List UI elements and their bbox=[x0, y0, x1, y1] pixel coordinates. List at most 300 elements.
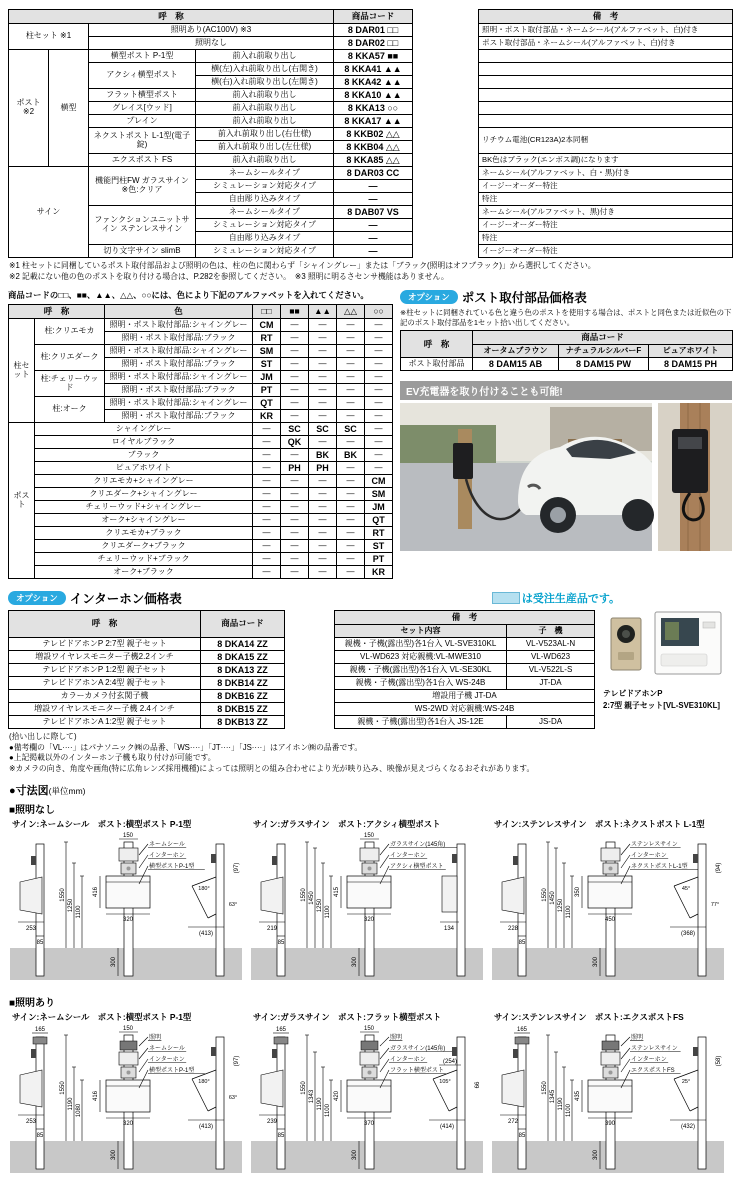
table-cell: チェリーウッド+シャイングレー bbox=[35, 501, 253, 514]
svg-text:インターホン: インターホン bbox=[631, 1057, 667, 1064]
table-cell: — bbox=[337, 436, 365, 449]
table-cell: — bbox=[309, 514, 337, 527]
svg-text:219: 219 bbox=[266, 926, 278, 933]
table-cell: — bbox=[365, 319, 393, 332]
table-cell: KR bbox=[365, 566, 393, 579]
svg-text:1250: 1250 bbox=[558, 898, 564, 913]
svg-text:フラット横型ポスト: フラット横型ポスト bbox=[390, 1068, 444, 1075]
table-cell: — bbox=[337, 410, 365, 423]
table-cell: ブラック bbox=[35, 449, 253, 462]
svg-text:105°: 105° bbox=[439, 1079, 451, 1086]
table-cell: 増設ワイヤレスモニター子機 2.4インチ bbox=[9, 703, 201, 716]
table-cell: 8 DAM15 PH bbox=[649, 358, 733, 371]
svg-text:300: 300 bbox=[111, 957, 117, 968]
table-header-cell: ピュアホワイト bbox=[649, 345, 733, 358]
table-header-cell: □□ bbox=[253, 305, 281, 319]
table-cell: 8 DAM15 PW bbox=[559, 358, 649, 371]
svg-text:370: 370 bbox=[363, 1121, 375, 1128]
table-cell: ST bbox=[365, 540, 393, 553]
svg-text:(97): (97) bbox=[234, 862, 240, 874]
svg-text:77°: 77° bbox=[710, 902, 720, 909]
svg-text:インターホン: インターホン bbox=[631, 853, 667, 860]
diagram-caption: サイン:ガラスサイン ポスト:アクシィ横型ポスト bbox=[253, 819, 441, 830]
dimensions-title-text: ●寸法図 bbox=[9, 785, 49, 798]
table-cell: クリエモカ+シャイングレー bbox=[35, 475, 253, 488]
table-cell: 機能門柱FW ガラスサイン ※色:クリア bbox=[89, 167, 196, 206]
svg-text:150: 150 bbox=[122, 833, 134, 840]
table-cell: — bbox=[337, 371, 365, 384]
gap-cell bbox=[413, 89, 479, 102]
table-cell: RT bbox=[253, 332, 281, 345]
table-cell: リチウム電池(CR123A)2本同梱 bbox=[479, 128, 733, 154]
table-cell: 8 KKA13 ○○ bbox=[334, 102, 413, 115]
table-cell: — bbox=[281, 553, 309, 566]
table-cell: 横(左)入れ前取り出し(右開き) bbox=[196, 63, 334, 76]
gap-cell bbox=[413, 180, 479, 193]
svg-text:85: 85 bbox=[518, 1133, 526, 1140]
table-cell: — bbox=[337, 553, 365, 566]
svg-text:134: 134 bbox=[443, 926, 455, 933]
gap-cell bbox=[413, 206, 479, 219]
diagram-section-label: ■照明あり bbox=[9, 998, 56, 1010]
svg-text:ネームシール: ネームシール bbox=[149, 842, 185, 849]
table-cell: ファンクションユニットサイン ステンレスサイン bbox=[89, 206, 196, 245]
table-header-cell: ■■ bbox=[281, 305, 309, 319]
table-cell: — bbox=[253, 540, 281, 553]
svg-text:300: 300 bbox=[593, 957, 599, 968]
table-cell: — bbox=[334, 180, 413, 193]
diagram-drawing bbox=[490, 1023, 726, 1179]
table-cell: SM bbox=[253, 345, 281, 358]
svg-text:63°: 63° bbox=[228, 902, 238, 909]
table-cell: クリエダーク+シャイングレー bbox=[35, 488, 253, 501]
table-cell: — bbox=[337, 488, 365, 501]
intercom-photo-block bbox=[603, 610, 732, 729]
svg-text:ガラスサイン(145角): ガラスサイン(145角) bbox=[390, 1046, 446, 1053]
table-cell: 柱:クリエモカ bbox=[35, 319, 105, 345]
footnote-2: ※2 記載にない他の色のポストを取り付ける場合は、P.282を参照してください。 ※3 照明に明るさセンサ機能はありません。 bbox=[9, 271, 449, 281]
svg-text:1550: 1550 bbox=[542, 888, 548, 902]
intercom-photo-caption-line1: テレビドアホンP bbox=[603, 689, 663, 699]
table-cell: アクシィ横型ポスト bbox=[89, 63, 196, 89]
svg-text:(413): (413) bbox=[198, 931, 214, 938]
svg-text:1190: 1190 bbox=[558, 1097, 564, 1111]
gap-cell bbox=[285, 716, 335, 729]
gap-cell bbox=[413, 193, 479, 206]
svg-text:25°: 25° bbox=[681, 1079, 691, 1086]
table-cell: — bbox=[281, 566, 309, 579]
table-cell: ポスト bbox=[9, 423, 35, 579]
svg-text:横型ポストP-1型: 横型ポストP-1型 bbox=[149, 864, 195, 871]
table-cell: VL-WD623 bbox=[507, 651, 595, 664]
table-cell: 照明・ポスト取付部品:シャイングレー bbox=[105, 397, 253, 410]
svg-text:165: 165 bbox=[275, 1027, 287, 1034]
table-cell bbox=[479, 115, 733, 128]
table-cell: 8 DAR01 □□ bbox=[334, 24, 413, 37]
diagram-drawing bbox=[249, 830, 485, 986]
table-cell: — bbox=[253, 462, 281, 475]
table-cell: 8 DAR02 □□ bbox=[334, 37, 413, 50]
table-cell: — bbox=[309, 540, 337, 553]
table-cell: シミュレーション対応タイプ bbox=[196, 219, 334, 232]
table-cell: 特注 bbox=[479, 232, 733, 245]
table-header-cell: 備 考 bbox=[479, 10, 733, 24]
gap-cell bbox=[413, 141, 479, 154]
gap-cell bbox=[285, 690, 335, 703]
table-cell: WS-2WD 対応親機:WS-24B bbox=[335, 703, 595, 716]
table-cell: RT bbox=[365, 527, 393, 540]
table-header-cell: 備 考 bbox=[335, 611, 595, 625]
table-header-cell: △△ bbox=[337, 305, 365, 319]
svg-text:85: 85 bbox=[518, 940, 526, 947]
table-cell: — bbox=[309, 436, 337, 449]
ev-photo bbox=[400, 403, 652, 551]
table-cell: — bbox=[365, 410, 393, 423]
table-cell: 照明・ポスト取付部品:ブラック bbox=[105, 410, 253, 423]
table-cell: 8 KKA85 △△ bbox=[334, 154, 413, 167]
table-cell: ロイヤルブラック bbox=[35, 436, 253, 449]
svg-text:1550: 1550 bbox=[60, 888, 66, 902]
table-cell: CM bbox=[365, 475, 393, 488]
dimension-diagrams bbox=[8, 801, 732, 1184]
table-cell: — bbox=[253, 488, 281, 501]
table-cell: 前入れ前取り出し bbox=[196, 154, 334, 167]
table-cell: 柱:オーク bbox=[35, 397, 105, 423]
table-cell: — bbox=[337, 462, 365, 475]
svg-text:照明: 照明 bbox=[631, 1035, 644, 1042]
table-cell: — bbox=[309, 501, 337, 514]
table-cell: ポスト取付部品・ネームシール(アルファベット、白)付き bbox=[479, 37, 733, 50]
dimensions-title bbox=[9, 782, 732, 798]
table-cell: — bbox=[365, 423, 393, 436]
table-cell: ST bbox=[253, 358, 281, 371]
table-cell: ネームシール(アルファベット、黒)付き bbox=[479, 206, 733, 219]
table-cell: テレビドアホンA 2:4型 親子セット bbox=[9, 677, 201, 690]
gap-cell bbox=[413, 154, 479, 167]
table-cell: 親機・子機(露出型)各1台入 VL-SVE310KL bbox=[335, 638, 507, 651]
table-cell: イージーオーダー特注 bbox=[479, 245, 733, 258]
gap-cell bbox=[413, 232, 479, 245]
table-cell: — bbox=[365, 384, 393, 397]
table-cell: 8 DKB15 ZZ bbox=[201, 703, 285, 716]
svg-text:インターホン: インターホン bbox=[149, 1057, 185, 1064]
table-cell: — bbox=[253, 475, 281, 488]
dimension-diagram bbox=[249, 817, 490, 991]
table-cell: — bbox=[337, 397, 365, 410]
svg-text:150: 150 bbox=[122, 1026, 134, 1033]
intercom-note-0: (拾い出しに際して) bbox=[9, 732, 77, 742]
table-cell: — bbox=[281, 410, 309, 423]
table-cell: フラット横型ポスト bbox=[89, 89, 196, 102]
svg-text:(94): (94) bbox=[716, 862, 722, 874]
table-cell: — bbox=[337, 540, 365, 553]
table-cell: — bbox=[309, 397, 337, 410]
svg-text:180°: 180° bbox=[198, 886, 210, 893]
table-cell: — bbox=[281, 527, 309, 540]
table-cell: 柱:クリエダーク bbox=[35, 345, 105, 371]
table-cell: 柱:チェリーウッド bbox=[35, 371, 105, 397]
diagram-drawing bbox=[490, 830, 726, 986]
gap-cell bbox=[413, 76, 479, 89]
svg-text:85: 85 bbox=[277, 1133, 285, 1140]
table-cell: イージーオーダー特注 bbox=[479, 219, 733, 232]
svg-text:150: 150 bbox=[363, 1026, 375, 1033]
intercom-note-2: ●上記掲載以外のインターホン子機も取り付けが可能です。 bbox=[9, 753, 216, 763]
table-cell: 8 KKB02 △△ bbox=[334, 128, 413, 141]
svg-text:1550: 1550 bbox=[301, 1081, 307, 1095]
table-header-cell: 呼 称 bbox=[9, 611, 201, 638]
table-cell: — bbox=[334, 193, 413, 206]
svg-text:253: 253 bbox=[25, 1119, 37, 1126]
table-cell: — bbox=[337, 358, 365, 371]
svg-text:照明: 照明 bbox=[149, 1035, 162, 1042]
intercom-photo-caption-line2: 2:7型 親子セット[VL-SVE310KL] bbox=[603, 700, 720, 710]
svg-text:インターホン: インターホン bbox=[149, 853, 185, 860]
table-cell: — bbox=[337, 501, 365, 514]
table-cell: PT bbox=[365, 553, 393, 566]
intercom-photo bbox=[603, 610, 729, 682]
table-header-cell: ▲▲ bbox=[309, 305, 337, 319]
table-cell: BK bbox=[309, 449, 337, 462]
post-mounting-parts-table bbox=[400, 330, 733, 371]
svg-text:ステンレスサイン: ステンレスサイン bbox=[631, 1046, 678, 1053]
gap-cell bbox=[413, 102, 479, 115]
table-cell: — bbox=[309, 410, 337, 423]
svg-text:300: 300 bbox=[352, 957, 358, 968]
svg-text:320: 320 bbox=[122, 1121, 134, 1128]
svg-text:1190: 1190 bbox=[68, 1097, 74, 1111]
svg-text:390: 390 bbox=[604, 1121, 616, 1128]
table-header-cell: 色 bbox=[105, 305, 253, 319]
table-cell: 親機・子機(露出型)各1台入 JS-12E bbox=[335, 716, 507, 729]
ev-banner: EV充電器を取り付けることも可能! bbox=[400, 381, 732, 400]
table-cell: テレビドアホンP 1:2型 親子セット bbox=[9, 664, 201, 677]
table-cell: テレビドアホンA 1:2型 親子セット bbox=[9, 716, 201, 729]
table-cell: — bbox=[337, 319, 365, 332]
table-cell: 照明・ポスト取付部品:ブラック bbox=[105, 332, 253, 345]
table-cell: — bbox=[281, 449, 309, 462]
table-cell: — bbox=[253, 449, 281, 462]
intercom-note-1: ●備考欄の「VL····」はパナソニック㈱の品番、「WS····」「JT····」「JS····」はアイホン㈱の品番です。 bbox=[9, 742, 363, 752]
gap-cell bbox=[413, 219, 479, 232]
svg-text:85: 85 bbox=[36, 1133, 44, 1140]
table-cell: — bbox=[309, 345, 337, 358]
gap-cell bbox=[285, 664, 335, 677]
table-cell: — bbox=[281, 345, 309, 358]
table-cell: イージーオーダー特注 bbox=[479, 180, 733, 193]
option-parts-title: ポスト取付部品価格表 bbox=[461, 291, 587, 306]
table-cell: オーク+シャイングレー bbox=[35, 514, 253, 527]
svg-text:320: 320 bbox=[363, 917, 375, 924]
table-cell: — bbox=[365, 449, 393, 462]
table-cell: PH bbox=[309, 462, 337, 475]
diagram-caption: サイン:ステンレスサイン ポスト:ネクストポスト L-1型 bbox=[494, 819, 705, 830]
option-parts-section bbox=[400, 288, 732, 579]
table-cell: — bbox=[309, 553, 337, 566]
table-header-cell: オータムブラウン bbox=[473, 345, 559, 358]
svg-text:300: 300 bbox=[352, 1150, 358, 1161]
table-header-cell: 呼 称 bbox=[9, 10, 334, 24]
svg-text:228: 228 bbox=[507, 926, 519, 933]
svg-text:1450: 1450 bbox=[550, 891, 556, 905]
table-cell: JT-DA bbox=[507, 677, 595, 690]
svg-text:1550: 1550 bbox=[301, 888, 307, 902]
table-cell: 横(右)入れ前取り出し(左開き) bbox=[196, 76, 334, 89]
table-cell: — bbox=[365, 397, 393, 410]
svg-text:415: 415 bbox=[334, 887, 340, 898]
table-cell: — bbox=[281, 358, 309, 371]
table-header-cell: ナチュラルシルバーF bbox=[559, 345, 649, 358]
table-cell: — bbox=[334, 232, 413, 245]
svg-text:(413): (413) bbox=[198, 1124, 214, 1131]
table-cell: 8 KKA41 ▲▲ bbox=[334, 63, 413, 76]
table-header-cell: セット内容 bbox=[335, 625, 507, 638]
table-cell: オーク+ブラック bbox=[35, 566, 253, 579]
dimension-diagram bbox=[490, 1010, 731, 1184]
table-cell: 照明・ポスト取付部品:シャイングレー bbox=[105, 345, 253, 358]
table-cell: VL-V522L-S bbox=[507, 664, 595, 677]
table-cell: VL-WD623 対応親機:VL-MWE310 bbox=[335, 651, 507, 664]
svg-text:85: 85 bbox=[36, 940, 44, 947]
svg-text:85: 85 bbox=[277, 940, 285, 947]
table-cell: サイン bbox=[9, 167, 89, 258]
table-cell: エクスポスト FS bbox=[89, 154, 196, 167]
table-cell: — bbox=[281, 332, 309, 345]
table-cell: 8 DKA14 ZZ bbox=[201, 638, 285, 651]
gap-cell bbox=[285, 677, 335, 690]
table-cell: 横型ポスト P-1型 bbox=[89, 50, 196, 63]
gap-cell bbox=[413, 128, 479, 141]
svg-text:66: 66 bbox=[475, 1081, 481, 1089]
table-cell: — bbox=[281, 501, 309, 514]
svg-text:1190: 1190 bbox=[317, 1097, 323, 1111]
svg-text:(368): (368) bbox=[680, 931, 696, 938]
svg-text:(432): (432) bbox=[680, 1124, 696, 1131]
table-cell: 前入れ前取り出し bbox=[196, 89, 334, 102]
table-cell: SM bbox=[365, 488, 393, 501]
table-cell: JM bbox=[253, 371, 281, 384]
svg-text:45°: 45° bbox=[681, 886, 691, 893]
svg-text:ステンレスサイン: ステンレスサイン bbox=[631, 842, 678, 849]
svg-text:150: 150 bbox=[363, 833, 375, 840]
table-cell: ネームシール(アルファベット、白・黒)付き bbox=[479, 167, 733, 180]
table-cell: — bbox=[309, 475, 337, 488]
table-cell: 横型 bbox=[49, 50, 89, 167]
table-cell: SC bbox=[309, 423, 337, 436]
dimension-diagram bbox=[8, 817, 249, 991]
table-cell: — bbox=[281, 540, 309, 553]
svg-text:300: 300 bbox=[593, 1150, 599, 1161]
diagram-row bbox=[8, 817, 732, 991]
diagram-caption: サイン:ガラスサイン ポスト:フラット横型ポスト bbox=[253, 1012, 442, 1023]
svg-text:1343: 1343 bbox=[309, 1089, 315, 1104]
color-table-title: 商品コードの□□、■■、▲▲、△△、○○には、色により下記のアルファベットを入れてください。 bbox=[8, 290, 369, 301]
table-cell bbox=[479, 50, 733, 63]
table-cell: シャイングレー bbox=[35, 423, 253, 436]
intercom-note-3: ※カメラの向き、角度や画角(特に広角レンズ採用機種)によっては照明との組み合わせにより光が映り込み、映像が見えづらくなるおそれがあります。 bbox=[9, 763, 535, 773]
table-header-cell: 商品コード bbox=[334, 10, 413, 24]
svg-text:照明: 照明 bbox=[390, 1035, 403, 1042]
table-header-cell: 呼 称 bbox=[401, 331, 473, 358]
table-cell: 8 DAB07 VS bbox=[334, 206, 413, 219]
gap-cell bbox=[413, 167, 479, 180]
table-cell: — bbox=[337, 514, 365, 527]
table-cell: — bbox=[281, 397, 309, 410]
gap-cell bbox=[285, 638, 335, 651]
table-cell: JM bbox=[365, 501, 393, 514]
intercom-price-table bbox=[8, 610, 595, 729]
table-cell: クリエモカ+ブラック bbox=[35, 527, 253, 540]
table-cell: 前入れ前取り出し bbox=[196, 50, 334, 63]
intercom-notes bbox=[9, 732, 732, 774]
table-cell: BK bbox=[337, 449, 365, 462]
table-cell: 8 DAM15 AB bbox=[473, 358, 559, 371]
table-cell: — bbox=[309, 358, 337, 371]
table-cell: — bbox=[309, 384, 337, 397]
diagram-section-label: ■照明なし bbox=[9, 805, 56, 817]
svg-text:253: 253 bbox=[25, 926, 37, 933]
svg-text:1100: 1100 bbox=[325, 1104, 331, 1118]
table-cell: — bbox=[281, 319, 309, 332]
option-badge: オプション bbox=[400, 290, 458, 304]
svg-text:1550: 1550 bbox=[60, 1081, 66, 1095]
svg-text:450: 450 bbox=[604, 917, 616, 924]
table-cell: グレイス[ウッド] bbox=[89, 102, 196, 115]
table-cell: CM bbox=[253, 319, 281, 332]
dimension-diagram bbox=[249, 1010, 490, 1184]
footnote-1: ※1 柱セットに同梱しているポスト取付部品および照明の色は、柱の色に関わらず「シャイングレー」または「ブラック(照明はオフブラック)」から選択してください。 bbox=[9, 261, 596, 270]
table-cell: ネームシールタイプ bbox=[196, 167, 334, 180]
table-cell: — bbox=[334, 219, 413, 232]
table-cell: — bbox=[337, 527, 365, 540]
table-cell: 照明・ポスト取付部品・ネームシール(アルファベット、白)付き bbox=[479, 24, 733, 37]
diagram-caption: サイン:ステンレスサイン ポスト:エクスポストFS bbox=[494, 1012, 684, 1023]
table-cell: ネクストポスト L-1型(電子錠) bbox=[89, 128, 196, 154]
table-cell: 前入れ前取り出し(左仕様) bbox=[196, 141, 334, 154]
svg-text:(58): (58) bbox=[716, 1055, 722, 1067]
table-cell: — bbox=[337, 345, 365, 358]
svg-text:165: 165 bbox=[516, 1027, 528, 1034]
table-cell: — bbox=[337, 566, 365, 579]
gap-cell bbox=[413, 24, 479, 37]
table-cell: 自由彫り込みタイプ bbox=[196, 232, 334, 245]
table-cell: 前入れ前取り出し bbox=[196, 102, 334, 115]
table-cell: 親機・子機(露出型)各1台入 VL-SE30KL bbox=[335, 664, 507, 677]
svg-text:320: 320 bbox=[122, 917, 134, 924]
table-cell: 照明・ポスト取付部品:ブラック bbox=[105, 358, 253, 371]
table-cell: QK bbox=[281, 436, 309, 449]
svg-text:1345: 1345 bbox=[550, 1089, 556, 1104]
table-cell: — bbox=[253, 566, 281, 579]
table-cell: — bbox=[309, 488, 337, 501]
gap-cell bbox=[413, 245, 479, 258]
table-cell: — bbox=[337, 475, 365, 488]
svg-text:アクシィ横型ポスト: アクシィ横型ポスト bbox=[390, 864, 444, 871]
footnotes-top bbox=[9, 261, 732, 282]
svg-text:272: 272 bbox=[507, 1119, 519, 1126]
table-cell: プレイン bbox=[89, 115, 196, 128]
table-cell: 照明・ポスト取付部品:シャイングレー bbox=[105, 371, 253, 384]
table-cell: 増設ワイヤレスモニター子機2.2インチ bbox=[9, 651, 201, 664]
svg-text:1100: 1100 bbox=[566, 1104, 572, 1118]
table-cell: 8 DKB16 ZZ bbox=[201, 690, 285, 703]
table-cell: 照明あり(AC100V) ※3 bbox=[89, 24, 334, 37]
svg-text:300: 300 bbox=[111, 1150, 117, 1161]
table-cell: ポスト取付部品 bbox=[401, 358, 473, 371]
table-cell: — bbox=[281, 384, 309, 397]
svg-text:420: 420 bbox=[334, 1091, 340, 1102]
svg-text:1100: 1100 bbox=[76, 905, 82, 919]
